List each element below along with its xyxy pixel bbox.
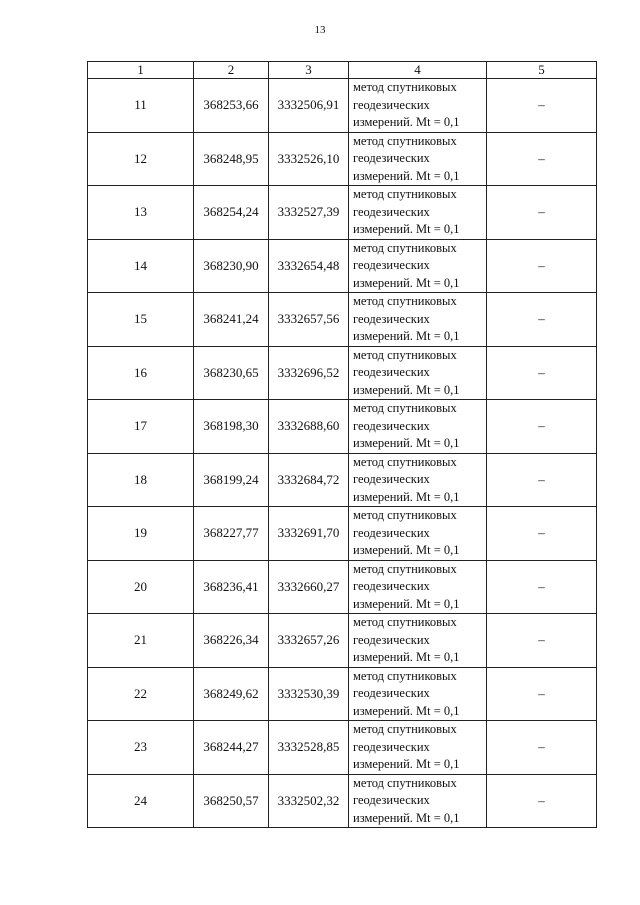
method-line: метод спутниковых [353,240,457,255]
point-number-cell: 21 [88,614,194,668]
table-row [88,507,597,561]
y-coordinate-cell: 3332506,91 [269,79,349,133]
point-number-cell: 12 [88,132,194,186]
method-line: измерений. Mt = 0,1 [353,703,460,718]
method-cell [349,186,487,240]
method-line: измерений. Mt = 0,1 [353,275,460,290]
method-line: измерений. Mt = 0,1 [353,329,460,343]
method-line: метод спутниковых [353,615,457,629]
method-line: измерений. Mt = 0,1 [353,436,460,450]
point-number-cell: 15 [88,293,194,347]
header-col-4: 4 [349,62,487,79]
note-cell: – [487,293,597,347]
method-line: измерений. Mt = 0,1 [353,168,460,183]
note-cell: – [487,132,597,186]
method-cell [349,614,487,668]
method-line: геодезических [353,151,430,165]
note-cell: – [487,239,597,293]
table-row [88,560,597,614]
point-number-cell: 13 [88,186,194,240]
method-line: геодезических [353,793,430,807]
method-cell [349,346,487,400]
table-row [88,667,597,721]
y-coordinate-cell: 3332527,39 [269,186,349,240]
y-coordinate-cell: 3332684,72 [269,453,349,507]
y-coordinate-cell: 3332654,48 [269,239,349,293]
point-number-cell: 24 [88,774,194,828]
table-row [88,79,597,133]
note-cell: – [487,667,597,721]
method-line: геодезических [353,686,430,700]
x-coordinate-cell: 368249,62 [194,667,269,721]
note-cell: – [487,453,597,507]
x-coordinate-cell: 368226,34 [194,614,269,668]
method-cell [349,239,487,293]
table-row [88,132,597,186]
y-coordinate-cell: 3332530,39 [269,667,349,721]
method-line: измерений. Mt = 0,1 [353,650,460,664]
method-line: измерений. Mt = 0,1 [353,222,460,236]
table-row [88,721,597,775]
method-cell [349,774,487,828]
method-line: метод спутниковых [353,775,457,790]
method-cell [349,293,487,347]
point-number-cell: 20 [88,560,194,614]
method-line: метод спутниковых [353,722,457,736]
y-coordinate-cell: 3332657,56 [269,293,349,347]
note-cell: – [487,774,597,828]
method-line: измерений. Mt = 0,1 [353,757,460,771]
method-cell [349,132,487,186]
x-coordinate-cell: 368236,41 [194,560,269,614]
x-coordinate-cell: 368198,30 [194,400,269,454]
note-cell: – [487,721,597,775]
method-cell [349,560,487,614]
point-number-cell: 18 [88,453,194,507]
method-line: метод спутниковых [353,80,457,94]
method-line: геодезических [353,472,430,486]
method-line: геодезических [353,739,430,754]
method-line: геодезических [353,579,430,593]
x-coordinate-cell: 368230,65 [194,346,269,400]
note-cell: – [487,507,597,561]
table-row [88,400,597,454]
method-line: измерений. Mt = 0,1 [353,596,460,611]
point-number-cell: 23 [88,721,194,775]
method-line: измерений. Mt = 0,1 [353,489,460,504]
x-coordinate-cell: 368241,24 [194,293,269,347]
y-coordinate-cell: 3332691,70 [269,507,349,561]
header-col-3: 3 [269,62,349,79]
table-row [88,239,597,293]
header-col-5: 5 [487,62,597,79]
method-line: метод спутниковых [353,294,457,308]
method-line: геодезических [353,204,430,219]
method-line: метод спутниковых [353,508,457,522]
table-header-row [88,62,597,79]
table-row [88,346,597,400]
method-line: метод спутниковых [353,347,457,362]
method-line: геодезических [353,525,430,540]
point-number-cell: 11 [88,79,194,133]
point-number-cell: 14 [88,239,194,293]
x-coordinate-cell: 368199,24 [194,453,269,507]
method-line: измерений. Mt = 0,1 [353,543,460,557]
method-line: измерений. Mt = 0,1 [353,810,460,825]
page-number: 13 [314,24,326,36]
table-row [88,293,597,347]
point-number-cell: 19 [88,507,194,561]
method-line: метод спутниковых [353,401,457,415]
x-coordinate-cell: 368254,24 [194,186,269,240]
method-line: метод спутниковых [353,454,457,469]
x-coordinate-cell: 368230,90 [194,239,269,293]
y-coordinate-cell: 3332696,52 [269,346,349,400]
note-cell: – [487,186,597,240]
note-cell: – [487,346,597,400]
table-row [88,774,597,828]
method-line: геодезических [353,632,430,647]
method-line: геодезических [353,258,430,272]
x-coordinate-cell: 368253,66 [194,79,269,133]
x-coordinate-cell: 368248,95 [194,132,269,186]
x-coordinate-cell: 368250,57 [194,774,269,828]
note-cell: – [487,79,597,133]
point-number-cell: 16 [88,346,194,400]
y-coordinate-cell: 3332660,27 [269,560,349,614]
point-number-cell: 17 [88,400,194,454]
y-coordinate-cell: 3332526,10 [269,132,349,186]
header-col-2: 2 [194,62,269,79]
method-cell [349,453,487,507]
method-cell [349,721,487,775]
method-cell [349,79,487,133]
header-col-1: 1 [88,62,194,79]
method-cell [349,667,487,721]
method-line: геодезических [353,365,430,379]
note-cell: – [487,400,597,454]
table-body [88,79,597,828]
x-coordinate-cell: 368227,77 [194,507,269,561]
method-cell [349,507,487,561]
x-coordinate-cell: 368244,27 [194,721,269,775]
y-coordinate-cell: 3332502,32 [269,774,349,828]
method-line: метод спутниковых [353,133,457,148]
table-row [88,186,597,240]
note-cell: – [487,614,597,668]
note-cell: – [487,560,597,614]
method-line: метод спутниковых [353,187,457,201]
method-cell [349,400,487,454]
y-coordinate-cell: 3332657,26 [269,614,349,668]
method-line: геодезических [353,311,430,326]
method-line: геодезических [353,97,430,112]
method-line: измерений. Mt = 0,1 [353,115,460,129]
point-number-cell: 22 [88,667,194,721]
table-row [88,453,597,507]
coordinates-table [87,61,597,828]
table-row [88,614,597,668]
method-line: измерений. Mt = 0,1 [353,382,460,397]
method-line: метод спутниковых [353,668,457,683]
y-coordinate-cell: 3332688,60 [269,400,349,454]
y-coordinate-cell: 3332528,85 [269,721,349,775]
method-line: метод спутниковых [353,561,457,576]
method-line: геодезических [353,418,430,433]
